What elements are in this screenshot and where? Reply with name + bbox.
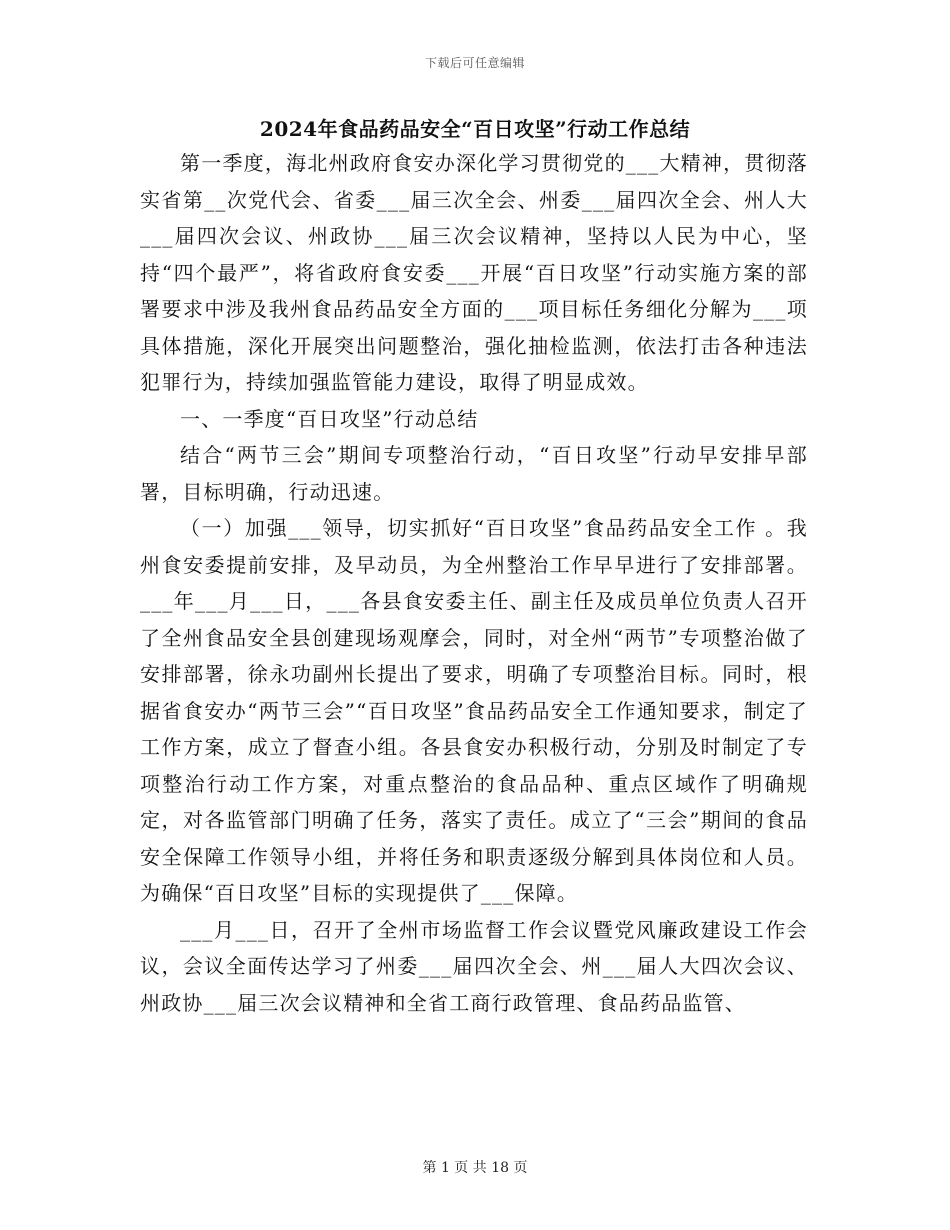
paragraph-overview: 结合“两节三会”期间专项整治行动，“百日攻坚”行动早安排早部署，目标明确，行动迅速。 (140, 443, 808, 504)
document-title: 2024年食品药品安全“百日攻坚”行动工作总结 (259, 117, 691, 141)
document-body (140, 145, 808, 1021)
paragraph-intro: 第一季度，海北州政府食安办深化学习贯彻党的___大精神，贯彻落实省第__次党代会、省委___届三次全会、州委___届四次全会、州人大___届四次会议、州政协___届三次会议精神，坚持以人民为中心，坚持“四个最严”，将省政府食安委___开展“百日攻坚”行动实施方案的部署要求中涉及我州食品药品安全方面的___项目标任务细化分解为___项具体措施，深化开展突出问题整治，强化抽检监测，依法打击各种违法犯罪行为，持续加强监管能力建设，取得了明显成效。 (140, 151, 808, 394)
page-number: 第 1 页 共 18 页 (422, 1160, 528, 1176)
header-note: 下载后可任意编辑 (424, 56, 525, 70)
section-heading: 一、一季度“百日攻坚”行动总结 (180, 406, 479, 431)
paragraph-meeting: ___月___日，召开了全州市场监督工作会议暨党风廉政建设工作会议，会议全面传达学习了州委___届四次全会、州___届人大四次会议、州政协___届三次会议精神和全省工商行政管理、食品药品监管、 (140, 917, 808, 1015)
paragraph-leadership: （一）加强___领导，切实抓好“百日攻坚”食品药品安全工作 。我州食安委提前安排，及早动员，为全州整治工作早早进行了安排部署。___年___月___日，___各县食安委主任、副主任及成员单位负责人召开了全州食品安全县创建现场观摩会，同时，对全州“两节”专项整治做了安排部署，徐永功副州长提出了要求，明确了专项整治目标。同时，根据省食安办“两节三会”“百日攻坚”食品药品安全工作通知要求，制定了工作方案，成立了督查小组。各县食安办积极行动，分别及时制定了专项整治行动工作方案，对重点整治的食品品种、重点区域作了明确规定，对各监管部门明确了任务，落实了责任。成立了“三会”期间的食品安全保障工作领导小组，并将任务和职责逐级分解到具体岗位和人员。为确保“百日攻坚”目标的实现提供了___保障。 (140, 516, 808, 905)
